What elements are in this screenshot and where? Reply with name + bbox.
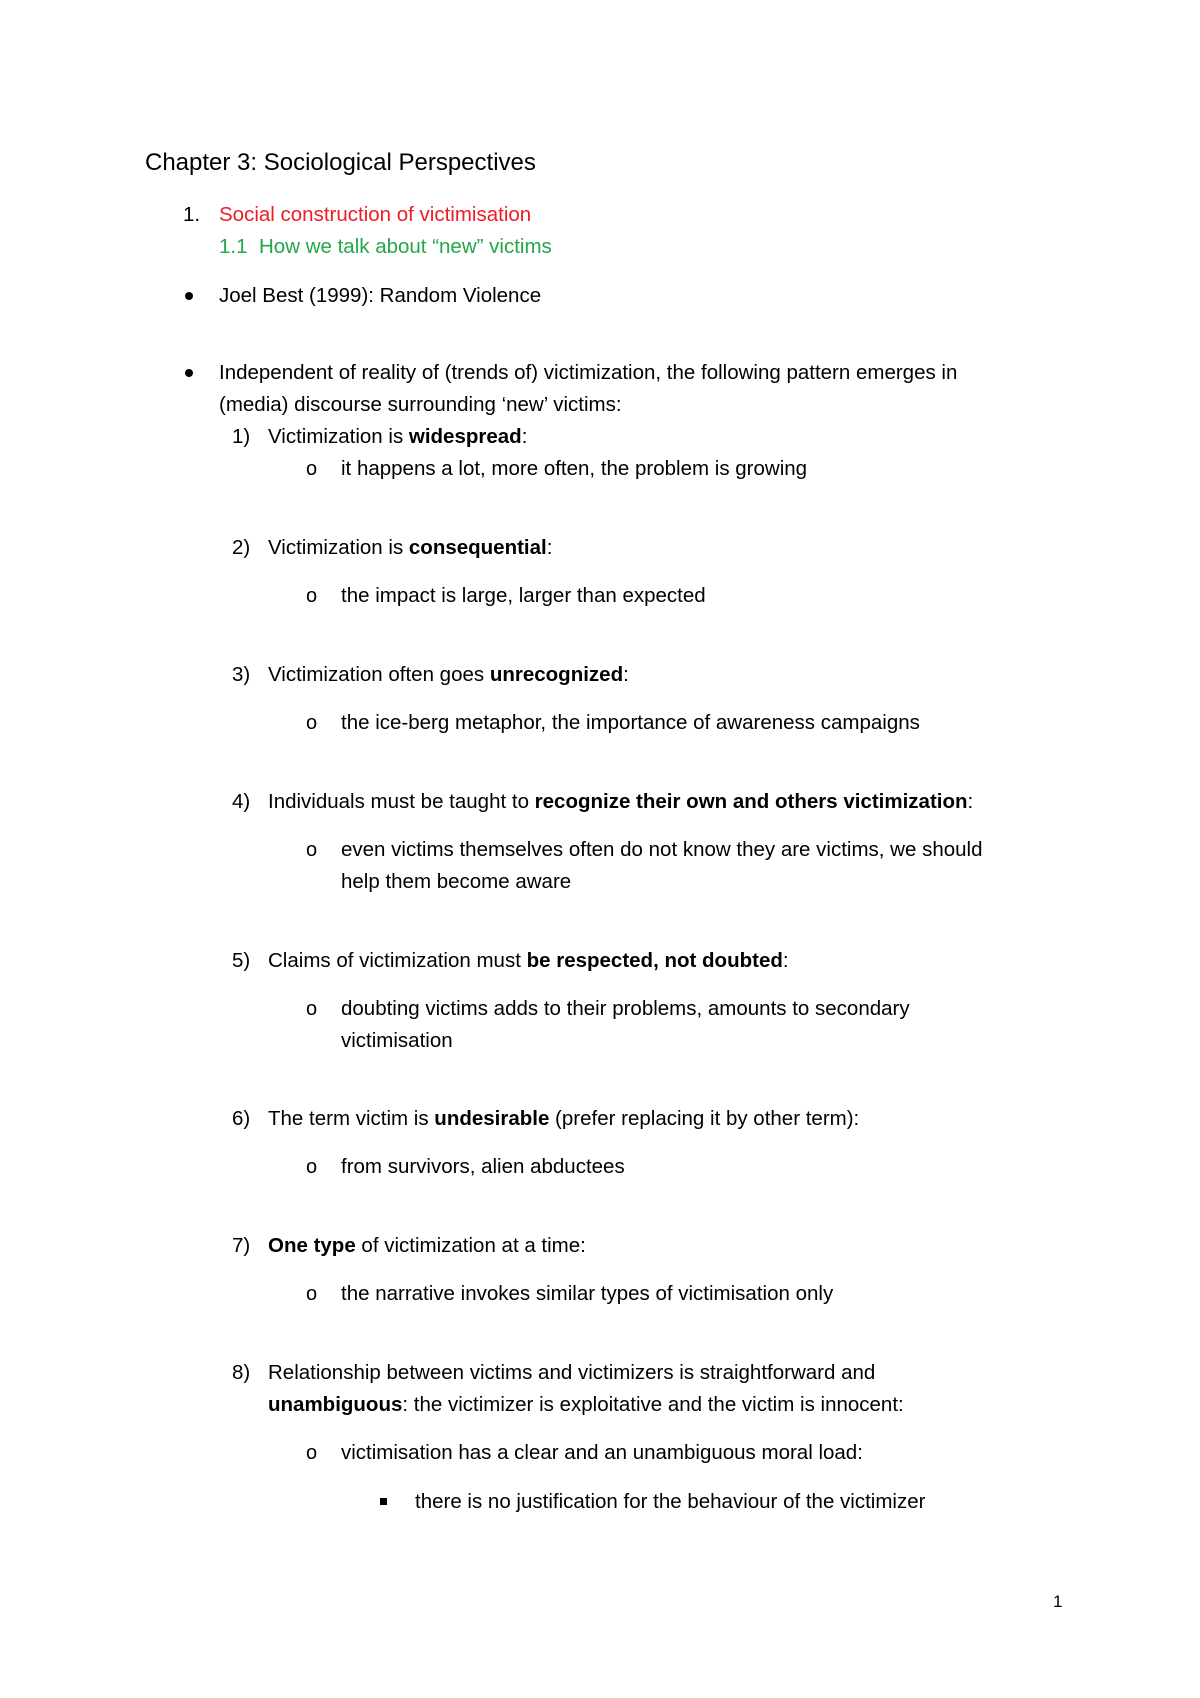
list-item: The term victim is undesirable (prefer replacing it by other term): [268,1107,860,1130]
bullet-icon [185,369,193,377]
sub-bullet-icon: o [306,839,318,861]
sub-item-text: it happens a lot, more often, the problem is growing [341,457,808,480]
page-title: Chapter 3: Sociological Perspectives [145,149,536,176]
item-number: 8) [232,1361,251,1384]
list-item: Claims of victimization must be respected, not doubted: [268,949,789,972]
sub-item-text: the impact is large, larger than expected [341,584,706,607]
list-item: Victimization often goes unrecognized: [268,663,629,686]
sub-bullet-icon: o [306,1156,318,1178]
list-item: Victimization is widespread: [268,425,528,448]
sub-bullet-icon: o [306,1283,318,1305]
sub-item-text: victimisation has a clear and an unambiguous moral load: [341,1441,863,1464]
sub-bullet-icon: o [306,1442,318,1464]
sub-sub-item-text: there is no justification for the behaviour of the victimizer [415,1490,926,1513]
sub-item-text: even victims themselves often do not know they are victims, we should [341,838,983,861]
sub-bullet-icon: o [306,458,318,480]
bullet-text: Joel Best (1999): Random Violence [219,284,542,307]
list-item: Relationship between victims and victimizers is straightforward and [268,1361,876,1384]
section-number: 1. [183,203,201,226]
square-bullet-icon [380,1498,387,1505]
bullet-icon [185,292,193,300]
list-item: Individuals must be taught to recognize their own and others victimization: [268,790,974,813]
list-item: unambiguous: the victimizer is exploitative and the victim is innocent: [268,1393,904,1416]
item-number: 5) [232,949,251,972]
sub-item-text: the narrative invokes similar types of victimisation only [341,1282,834,1305]
sub-bullet-icon: o [306,585,318,607]
page-number: 1 [1053,1592,1063,1611]
subsection-number: 1.1 [219,235,248,258]
sub-item-text: the ice-berg metaphor, the importance of awareness campaigns [341,711,920,734]
sub-item-text: victimisation [341,1029,453,1052]
bullet-text: Independent of reality of (trends of) victimization, the following pattern emerges in [219,361,958,384]
list-item: One type of victimization at a time: [268,1234,586,1257]
section-heading: Social construction of victimisation [219,203,532,226]
item-number: 6) [232,1107,251,1130]
item-number: 1) [232,425,251,448]
sub-item-text: from survivors, alien abductees [341,1155,625,1178]
item-number: 2) [232,536,251,559]
list-item: Victimization is consequential: [268,536,553,559]
item-number: 3) [232,663,251,686]
sub-bullet-icon: o [306,712,318,734]
sub-bullet-icon: o [306,998,318,1020]
item-number: 7) [232,1234,251,1257]
item-number: 4) [232,790,251,813]
bullet-text: (media) discourse surrounding ‘new’ victims: [219,393,622,416]
sub-item-text: doubting victims adds to their problems, amounts to secondary [341,997,910,1020]
subsection-heading: How we talk about “new” victims [259,235,552,258]
sub-item-text: help them become aware [341,870,572,893]
